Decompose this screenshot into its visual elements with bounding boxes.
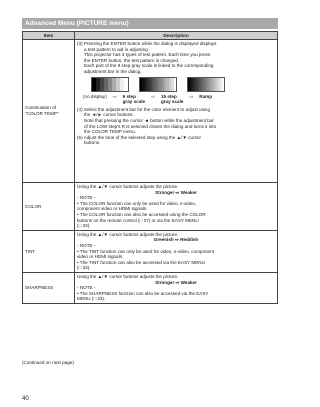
section-header: Advanced Menu (PICTURE menu) (22, 18, 278, 29)
page-number: 40 (22, 396, 29, 402)
table-row (23, 40, 278, 183)
desc-text: Using the ▲/▼ cursor buttons adjusts the picture. (77, 273, 179, 279)
note-text: • The TINT function can only be used for video, s-video, component (77, 248, 214, 254)
step-3-text: (3) Pressing the ENTER button while the dialog is displayed displays (77, 41, 217, 46)
note-text: • The TINT function can also be accessed via the EASY MENU (77, 259, 205, 265)
nine-step-pattern-image (91, 77, 129, 92)
step-4-text: (4) Select the adjustment bar for the color element to adjust using (77, 106, 211, 112)
description-cell (75, 272, 278, 303)
item-cell: TINT (23, 230, 75, 272)
adjust-direction: Stronger ⇨ Weaker (155, 189, 197, 195)
adjust-direction: Stronger ⇨ Weaker (155, 279, 197, 285)
arrow-right-icon: ⇨ (151, 93, 155, 99)
continued-note: (Continued on next page) (22, 360, 74, 365)
ramp-pattern-image (187, 77, 225, 92)
desc-text: Using the ▲/▼ cursor buttons adjusts the picture. (77, 184, 179, 189)
description-cell (75, 40, 278, 183)
pattern-label: 15 step gray scale (160, 93, 184, 105)
step-4-text: Note that pressing the cursor ◄ button while the adjustment bar (84, 117, 214, 123)
fifteen-step-pattern-image (139, 77, 177, 92)
note-heading: - NOTE - (77, 285, 96, 291)
step-5-text: buttons. (84, 140, 101, 146)
table-header-row (23, 32, 278, 40)
step-5-text: (5) Adjust the tone of the selected step using the ▲/▼ cursor (77, 134, 202, 140)
note-text: • The SHARPNESS function can also be accessed via the EASY (77, 290, 209, 296)
note-text: component video or HDMI signals. (77, 206, 148, 212)
desc-text: Using the ▲/▼ cursor buttons adjusts the picture. (77, 231, 179, 237)
note-text: • The COLOR function can only be used for video, s-video, (77, 200, 197, 206)
pattern-label: (no display) (83, 93, 107, 99)
arrow-right-icon: ⇨ (112, 93, 117, 99)
note-heading: - NOTE - (77, 242, 96, 248)
note-text: (□ 33). (77, 223, 91, 229)
description-cell (75, 183, 278, 231)
note-heading: - NOTE - (77, 195, 96, 201)
arrow-right-icon: ⇨ (189, 93, 194, 99)
col-description-header: Description (75, 32, 278, 40)
note-text: (□ 33). (77, 265, 91, 271)
note-text: buttons on the remote control (□ 27) or via the EASY MENU (77, 217, 199, 223)
table-row (23, 272, 278, 303)
step-3-text: a test pattern to aid in adjusting. (84, 46, 150, 52)
step-3-text: Each part of the 9 step gray scale is linked to the corresponding (84, 63, 214, 69)
note-text: video or HDMI signals. (77, 254, 124, 260)
menu-table (22, 31, 278, 304)
step-4-text: the ◄/► cursor buttons. (84, 112, 134, 118)
step-4-text: the COLOR TEMP menu. (84, 129, 136, 135)
note-text: • The COLOR function can also be accessed using the COLOR (77, 211, 206, 217)
step-3-text: adjustment bar in the dialog. (84, 68, 142, 74)
step-3-text: the ENTER button, the test pattern is changed. (84, 57, 180, 63)
pattern-label: Ramp (199, 93, 213, 99)
pattern-label: 9 step gray scale (122, 93, 146, 105)
col-item-header: Item (23, 32, 75, 40)
item-cell: SHARPNESS (23, 272, 75, 303)
item-cell: Continuation of "COLOR TEMP" (23, 40, 75, 183)
note-text: MENU (□ 33). (77, 296, 106, 302)
step-4-text: of the LOW step's R is selected closes the dialog and turns it into (84, 123, 217, 129)
pattern-labels (83, 94, 275, 105)
table-row (23, 183, 278, 231)
test-pattern-figure (91, 77, 275, 92)
item-cell: COLOR (23, 183, 75, 231)
adjust-direction: Greenish ⇨ Reddish (153, 237, 199, 243)
table-row (23, 230, 278, 272)
step-3-text: This projector has 3 types of test pattern. Each time you press (84, 52, 211, 58)
description-cell (75, 230, 278, 272)
